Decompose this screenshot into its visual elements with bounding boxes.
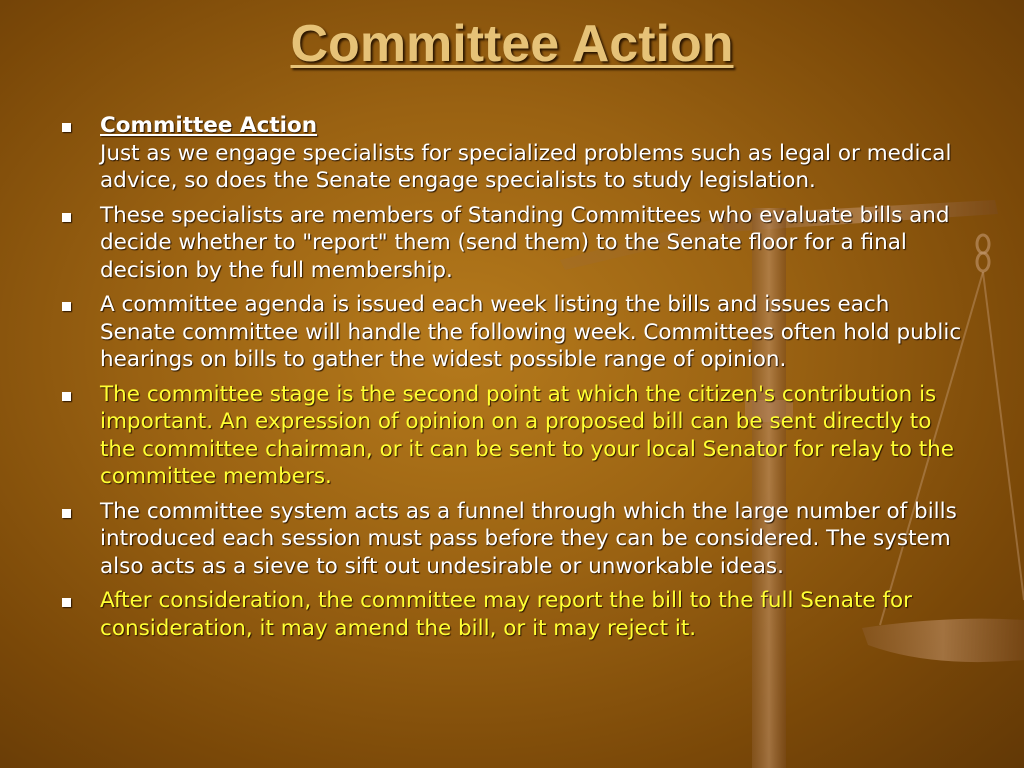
bullet-text: A committee agenda is issued each week listing the bills and issues each Senate committee will handle the following week. Committees often hold public hearings on bills to gather the widest possible range of opinion. [100,292,962,372]
square-bullet-icon [62,392,71,401]
bullet-text: These specialists are members of Standing Committees who evaluate bills and decide whether to "report" them (send them) to the Senate floor for a final decision by the full membership. [100,202,950,283]
square-bullet-icon [62,598,71,607]
bullet-item [62,498,967,581]
bullet-item [62,381,967,491]
square-bullet-icon [62,509,71,518]
square-bullet-icon [62,302,71,311]
bullet-item [62,112,967,195]
square-bullet-icon [62,213,71,222]
bullet-heading: Committee Action [100,113,318,138]
bullet-text: The committee system acts as a funnel through which the large number of bills introduced each session must pass before they can be considered. The system also acts as a sieve to sift out undesirable or unworkable ideas. [100,498,957,579]
bullet-text: Just as we engage specialists for specialized problems such as legal or medical advice, so does the Senate engage specialists to study legislation. [100,140,952,193]
bullet-item [62,291,967,374]
bullet-text: The committee stage is the second point at which the citizen's contribution is important. An expression of opinion on a proposed bill can be sent directly to the committee chairman, or it can be sent to your local Senator for relay to the committee members. [100,381,954,489]
bullet-item [62,587,967,642]
bullet-item [62,202,967,285]
bullet-text: After consideration, the committee may report the bill to the full Senate for consideration, it may amend the bill, or it may reject it. [100,588,913,641]
bullet-list [62,112,967,649]
square-bullet-icon [62,123,71,132]
slide-title: Committee Action [290,15,734,73]
